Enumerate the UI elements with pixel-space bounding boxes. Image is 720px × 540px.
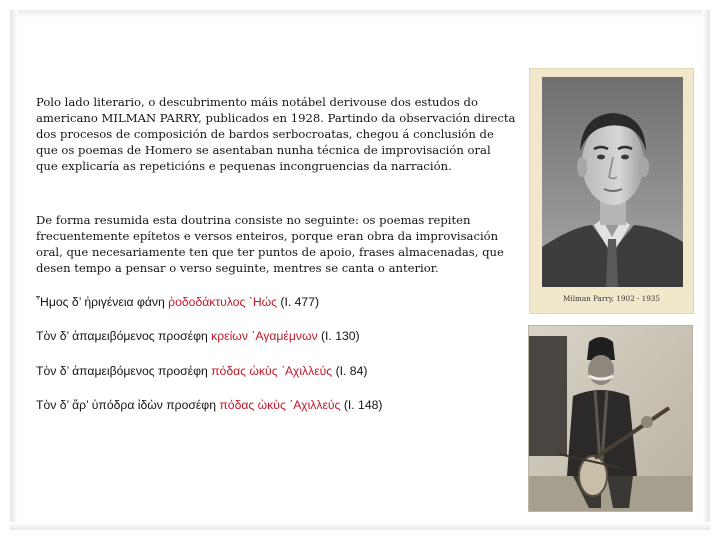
verse-text: Τὸν δ’ ἄρ’ ὑπόδρα ἰδὼν προσέφη: [36, 398, 220, 412]
epithet-highlight: ῥοδοδάκτυλος ᾿Ηώς: [168, 295, 278, 309]
paragraph-doctrine-summary: De forma resumida esta doutrina consiste no seguinte: os poemas repiten frecuentemente epítetos e versos enteiros, porque eran obra da improvisación oral, que necesariamente ten que ter puntos de apoio, frases almacenadas, que desen tempo a pensar o verso seguinte, mentres se canta o anterior.: [36, 213, 504, 276]
slide-frame-right: [702, 10, 710, 530]
epithet-highlight: κρείων ᾿Αγαμέμνων: [211, 329, 318, 343]
bard-illustration: [529, 326, 692, 511]
portrait-image: [542, 77, 683, 287]
slide-frame-top: [10, 10, 710, 18]
verse-line: [36, 398, 516, 412]
verse-text: Τὸν δ’ ἀπαμειβόμενος προσέφη: [36, 364, 212, 378]
verse-text: Τὸν δ’ ἀπαμειβόμενος προσέφη: [36, 329, 212, 343]
portrait-illustration: [542, 77, 683, 287]
slide-frame-left: [10, 10, 18, 530]
portrait-caption: Milman Parry, 1902 - 1935: [563, 294, 660, 303]
epithet-highlight: πόδας ὠκὺς ᾿Αχιλλεύς: [211, 364, 333, 378]
bard-with-gusle-photo: [528, 325, 693, 512]
verse-line: [36, 364, 516, 378]
verse-reference: (I. 130): [317, 329, 360, 343]
slide-frame-bottom: [10, 522, 710, 530]
verse-line: [36, 329, 516, 343]
verse-reference: (I. 148): [340, 398, 383, 412]
verse-reference: (I. 477): [277, 295, 320, 309]
verse-text: ῏Ημος δ’ ἠριγένεια φάνη: [36, 295, 169, 309]
verse-reference: (I. 84): [332, 364, 368, 378]
paragraph-literary-discovery: Polo lado literario, o descubrimento máis notábel derivouse dos estudos do americano MILMAN PARRY, publicados en 1928. Partindo da observación directa dos procesos de composición de bardos serbocroatas, chegou á conclusión de que os poemas de Homero se asentaban nunha técnica de improvisación oral que explicaría as repeticións e pequenas incongruencias da narración.: [36, 95, 516, 174]
epithet-highlight: πόδας ὠκὺς ᾿Αχιλλεύς: [219, 398, 341, 412]
milman-parry-portrait: [529, 68, 694, 314]
verse-line: [36, 295, 516, 309]
